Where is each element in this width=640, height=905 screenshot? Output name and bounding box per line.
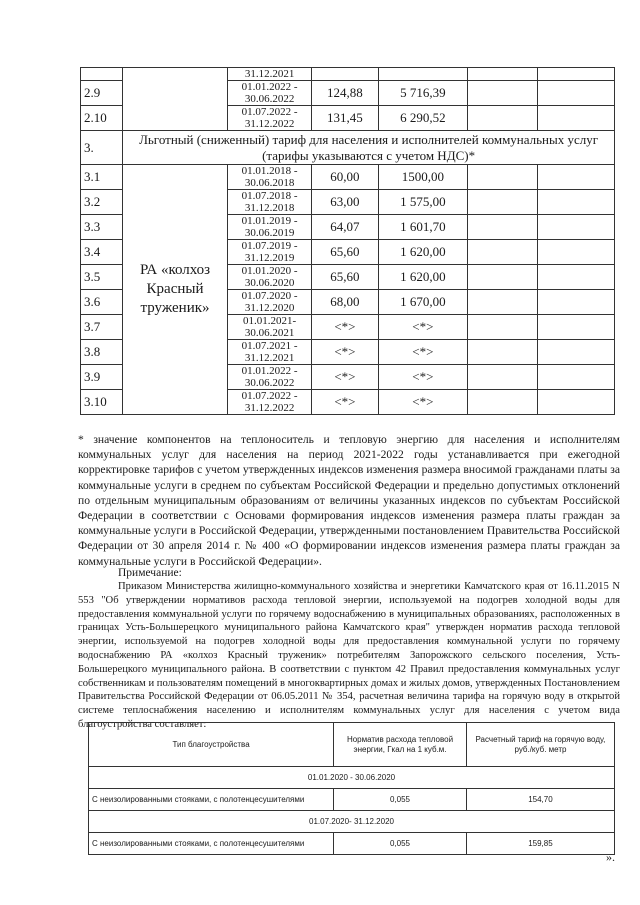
header-norm: Норматив расхода тепловой энергии, Гкал на 1 куб.м. <box>334 723 467 767</box>
period-row <box>89 811 615 833</box>
period-cell: 01.07.2022 - 31.12.2022 <box>227 390 311 415</box>
empty-cell <box>468 265 538 290</box>
row-number: 3.9 <box>81 365 123 390</box>
row-number: 3.8 <box>81 340 123 365</box>
period-cell: 01.01.2019 - 30.06.2019 <box>227 215 311 240</box>
period-cell: 01.01.2018 - 30.06.2018 <box>227 165 311 190</box>
empty-cell <box>468 365 538 390</box>
value-cell: <*> <box>312 340 378 365</box>
header-tariff: Расчетный тариф на горячую воду, руб./куб. метр <box>466 723 614 767</box>
empty-cell <box>538 68 615 81</box>
period-cell: 01.07.2020 - 31.12.2020 <box>227 290 311 315</box>
value-cell: 1 601,70 <box>378 215 467 240</box>
value-cell: 131,45 <box>312 106 378 131</box>
norm-table <box>88 722 615 855</box>
empty-cell <box>468 290 538 315</box>
empty-cell <box>538 81 615 106</box>
value-cell <box>378 68 467 81</box>
period-cell: 01.07.2021 - 31.12.2021 <box>227 340 311 365</box>
organization-name: РА «колхоз Красный труженик» <box>123 165 228 415</box>
empty-cell <box>538 315 615 340</box>
row-number: 3.4 <box>81 240 123 265</box>
row-number: 3.1 <box>81 165 123 190</box>
period-row <box>89 767 615 789</box>
value-cell: <*> <box>312 365 378 390</box>
value-cell: <*> <box>378 340 467 365</box>
period-cell: 01.07.2018 - 31.12.2018 <box>227 190 311 215</box>
value-cell: 68,00 <box>312 290 378 315</box>
period-cell: 31.12.2021 <box>227 68 311 81</box>
row-number: 3.3 <box>81 215 123 240</box>
norm-value: 0,055 <box>334 833 467 855</box>
row-number: 2.10 <box>81 106 123 131</box>
empty-cell <box>538 390 615 415</box>
value-cell: 1 620,00 <box>378 265 467 290</box>
row-number: 3.2 <box>81 190 123 215</box>
tariff-table <box>80 67 615 415</box>
value-cell: 1 670,00 <box>378 290 467 315</box>
empty-cell <box>538 215 615 240</box>
empty-cell <box>468 315 538 340</box>
improvement-type: С неизолированными стояками, с полотенцесушителями <box>89 789 334 811</box>
period-cell: 01.07.2022 - 31.12.2022 <box>227 106 311 131</box>
table-row <box>89 789 615 811</box>
value-cell: <*> <box>378 315 467 340</box>
norm-value: 0,055 <box>334 789 467 811</box>
value-cell: 65,60 <box>312 265 378 290</box>
value-cell: <*> <box>378 390 467 415</box>
value-cell: <*> <box>378 365 467 390</box>
value-cell: 124,88 <box>312 81 378 106</box>
empty-cell <box>468 190 538 215</box>
period-cell: 01.01.2022 - 30.06.2022 <box>227 365 311 390</box>
value-cell: <*> <box>312 390 378 415</box>
empty-cell <box>468 106 538 131</box>
value-cell: 1 620,00 <box>378 240 467 265</box>
row-number: 3.5 <box>81 265 123 290</box>
value-cell: 60,00 <box>312 165 378 190</box>
empty-cell <box>538 365 615 390</box>
header-type: Тип благоустройства <box>89 723 334 767</box>
empty-cell <box>538 340 615 365</box>
empty-cell <box>538 240 615 265</box>
period-cell: 01.01.2021- 30.06.2021 <box>227 315 311 340</box>
table-row <box>81 165 615 190</box>
row-number: 3.10 <box>81 390 123 415</box>
row-number: 2.9 <box>81 81 123 106</box>
empty-cell <box>538 265 615 290</box>
empty-cell <box>468 165 538 190</box>
period-cell: 01.07.2019 - 31.12.2019 <box>227 240 311 265</box>
period-label: 01.01.2020 - 30.06.2020 <box>89 767 615 789</box>
footnote-text: * значение компонентов на теплоноситель и тепловую энергию для населения и исполнителям коммунальных услуг для населения на период 2021-2022 годы устанавливается при ежегодной корректировке тарифов с учетом утвержденных индексов изменения размера вносимой гражданами платы за коммунальные услуги в среднем по субъектам Российской Федерации и предельно допустимых отклонений по отдельным муниципальным образованиям от величины указанных индексов по субъектам Российской Федерации в соответствии с Основами формирования индексов изменения размера платы граждан за коммунальные услуги в Российской Федерации, утвержденными постановлением Правительства Российской Федерации от 30 апреля 2014 г. № 400 «О формировании индексов изменения размера платы граждан за коммунальные услуги в Российской Федерации». <box>78 433 620 568</box>
empty-cell <box>538 106 615 131</box>
value-cell: <*> <box>312 315 378 340</box>
period-label: 01.07.2020- 31.12.2020 <box>89 811 615 833</box>
row-number <box>81 68 123 81</box>
empty-cell <box>538 290 615 315</box>
value-cell: 65,60 <box>312 240 378 265</box>
tariff-value: 154,70 <box>466 789 614 811</box>
empty-cell <box>468 81 538 106</box>
value-cell <box>312 68 378 81</box>
table-row <box>81 68 615 81</box>
value-cell: 64,07 <box>312 215 378 240</box>
value-cell: 1500,00 <box>378 165 467 190</box>
value-cell: 5 716,39 <box>378 81 467 106</box>
empty-cell <box>468 390 538 415</box>
closing-quote: ». <box>606 850 615 864</box>
empty-cell <box>468 215 538 240</box>
empty-cell <box>468 340 538 365</box>
note-heading: Примечание: <box>118 567 182 579</box>
section-heading-row <box>81 131 615 165</box>
empty-cell <box>468 240 538 265</box>
value-cell: 1 575,00 <box>378 190 467 215</box>
improvement-type: С неизолированными стояками, с полотенцесушителями <box>89 833 334 855</box>
empty-cell <box>468 68 538 81</box>
period-cell: 01.01.2022 - 30.06.2022 <box>227 81 311 106</box>
period-cell: 01.01.2020 - 30.06.2020 <box>227 265 311 290</box>
row-number: 3.7 <box>81 315 123 340</box>
table-row <box>89 833 615 855</box>
value-cell: 6 290,52 <box>378 106 467 131</box>
row-number: 3.6 <box>81 290 123 315</box>
empty-cell <box>538 165 615 190</box>
empty-cell <box>538 190 615 215</box>
norm-header-row <box>89 723 615 767</box>
section-number: 3. <box>81 131 123 165</box>
section-title: Льготный (сниженный) тариф для населения и исполнителей коммунальных услуг (тарифы указываются с учетом НДС)* <box>123 131 615 165</box>
organization-cell-prev <box>123 68 228 131</box>
note-paragraph: Приказом Министерства жилищно-коммунального хозяйства и энергетики Камчатского края от 16.11.2015 N 553 "Об утверждении нормативов расхода тепловой энергии, используемой на подогрев холодной воды для предоставления коммунальной услуги по горячему водоснабжению в муниципальных образованиях, расположенных в границах Усть-Большерецкого муниципального района Камчатского края" утвержден норматив расхода тепловой энергии, используемой на подогрев холодной воды для предоставления коммунальной услуги по горячему водоснабжению РА «колхоз Красный труженик» потребителям Запорожского сельского поселения, Усть-Большерецкого муниципального района. В соответствии с пунктом 42 Правил предоставления коммунальных услуг собственникам и пользователям помещений в многоквартирных домах и жилых домов, утвержденных Постановлением Правительства Российской Федерации от 06.05.2011 № 354, расчетная величина тарифа на горячую воду в открытой системе теплоснабжения населению и исполнителям коммунальных услуг для населения с учетом вида благоустройства составляет: <box>78 581 620 730</box>
value-cell: 63,00 <box>312 190 378 215</box>
tariff-value: 159,85 <box>466 833 614 855</box>
